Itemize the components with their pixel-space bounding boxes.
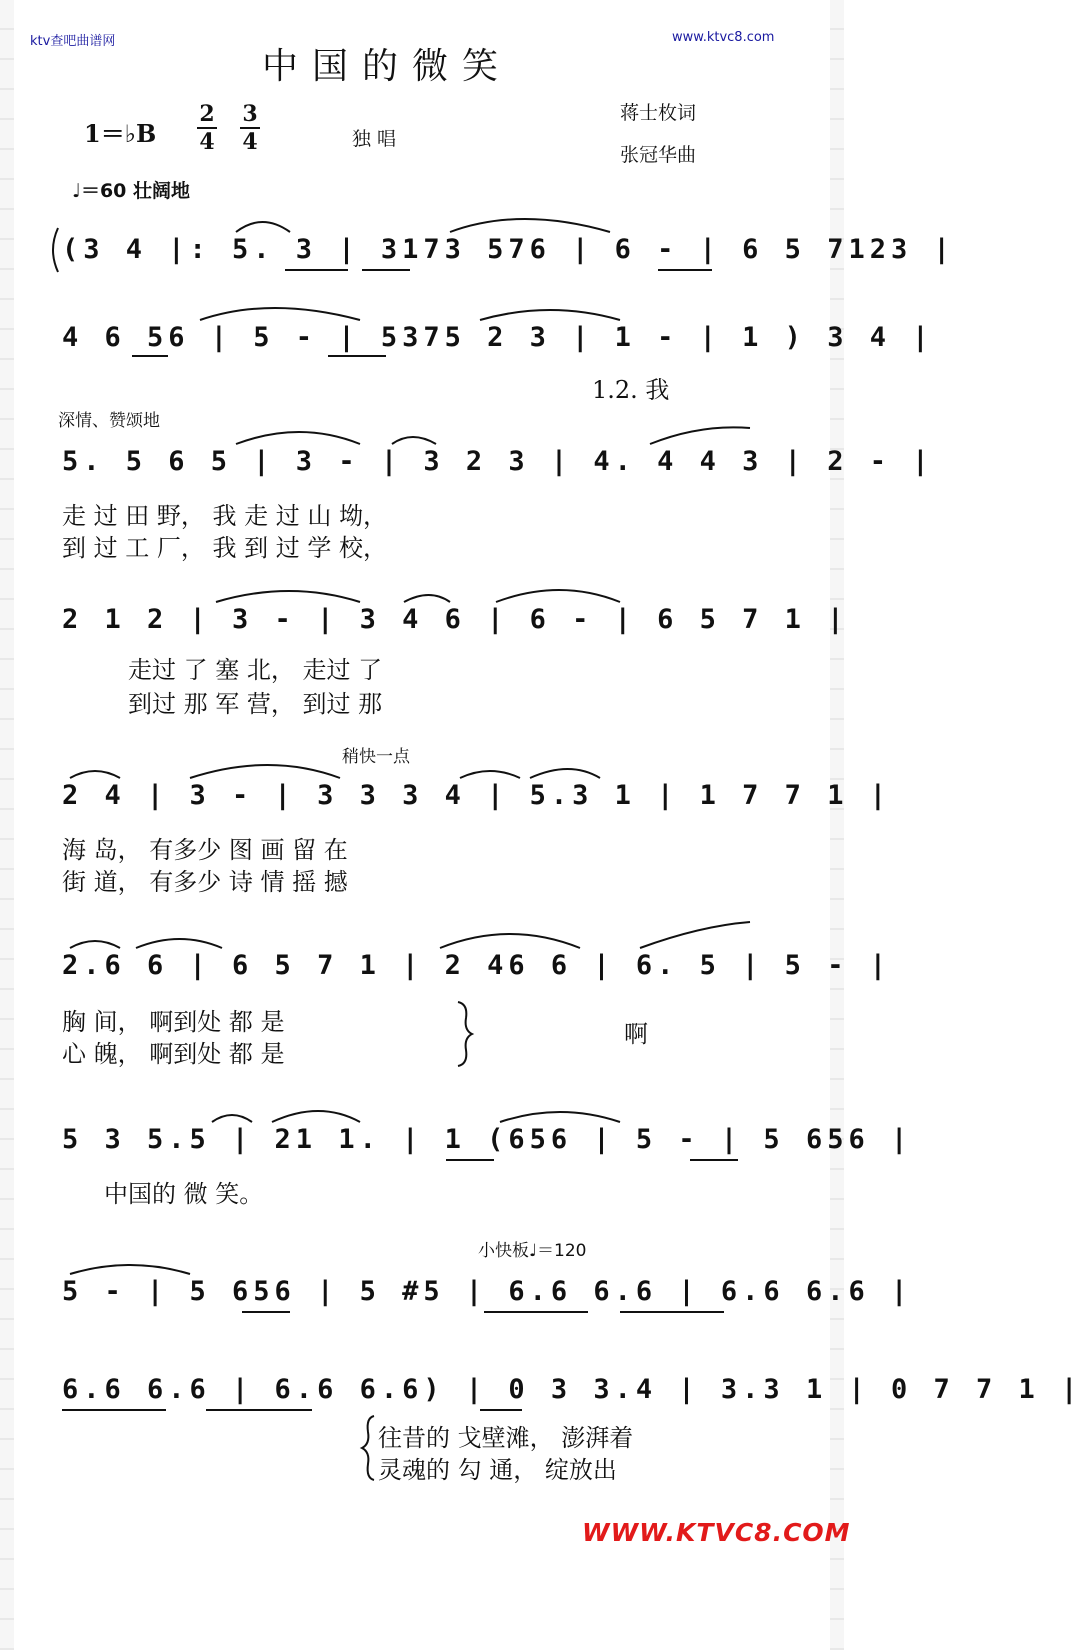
lyric-row-3-verse-1: 走 过 田 野， 我 走 过 山 坳， <box>62 502 388 530</box>
lyric-row-6-verse-1: 胸 间， 啊到处 都 是 <box>62 1008 285 1036</box>
lyric-row-4-verse-2: 到过 那 军 营， 到过 那 <box>128 690 383 718</box>
slur <box>216 591 360 602</box>
slur <box>190 765 340 778</box>
site-logo[interactable]: WWW.KTVC8.COM <box>582 1518 851 1547</box>
notation-row-9: 6.6 6.6 | 6.6 6.6) | 0 3 3.4 | 3.3 1 | 0 7 7 1 | <box>62 1374 1082 1405</box>
performance-type: 独 唱 <box>352 128 397 150</box>
slur <box>136 939 222 948</box>
slur <box>70 1265 190 1274</box>
slur <box>70 941 120 948</box>
slur <box>212 1115 252 1122</box>
notation-row-1: (3 4 |: 5. 3 | 3173 576 | 6 - | 6 5 7123 | <box>62 234 955 265</box>
lyricist-credit: 蒋士枚词 <box>620 102 697 124</box>
notation-row-5: 2 4 | 3 - | 3 3 3 4 | 5.3 1 | 1 7 7 1 | <box>62 780 891 811</box>
slur <box>236 222 290 232</box>
slur <box>640 922 750 948</box>
slur <box>392 437 436 444</box>
notation-row-2: 4 6 56 | 5 - | 5375 2 3 | 1 - | 1 ) 3 4 | <box>62 322 934 353</box>
slur <box>70 771 120 778</box>
notation-row-7: 5 3 5.5 | 21 1. | 1 (656 | 5 - | 5 656 | <box>62 1124 913 1155</box>
tempo-change-marking: 稍快一点 <box>342 747 410 767</box>
expression-marking: 深情、赞颂地 <box>58 411 160 431</box>
lyric-row-7: 中国的 微 笑。 <box>104 1180 264 1208</box>
site-url-right[interactable]: www.ktvc8.com <box>672 30 775 45</box>
lyric-row-4-verse-1: 走过 了 塞 北， 走过 了 <box>128 656 383 684</box>
lyric-row-9-verse-1: 往昔的 戈壁滩， 澎湃着 <box>378 1424 634 1452</box>
slur <box>496 590 620 602</box>
composer-credit: 张冠华曲 <box>620 144 697 166</box>
slur <box>272 1111 360 1122</box>
slur <box>236 432 360 444</box>
lyric-row-9-verse-2: 灵魂的 勾 通， 绽放出 <box>378 1456 617 1484</box>
slur <box>450 219 610 232</box>
notation-row-8: 5 - | 5 656 | 5 #5 | 6.6 6.6 | 6.6 6.6 | <box>62 1276 913 1307</box>
lyric-pickup: 1.2. 我 <box>592 376 670 404</box>
verse-brace <box>362 1416 374 1480</box>
opening-paren <box>53 228 58 272</box>
key-signature: 1＝♭B <box>84 119 157 148</box>
song-title: 中国的微笑 <box>262 46 513 87</box>
notation-row-3: 5. 5 6 5 | 3 - | 3 2 3 | 4. 4 4 3 | 2 - | <box>62 446 934 477</box>
tempo-marking: ♩＝60 壮阔地 <box>72 180 191 202</box>
lyric-row-6-verse-2: 心 魄， 啊到处 都 是 <box>62 1040 285 1068</box>
time-signature-2-4: 2 4 <box>197 103 217 153</box>
slur <box>500 1112 620 1122</box>
notation-row-6: 2.6 6 | 6 5 7 1 | 2 46 6 | 6. 5 | 5 - | <box>62 950 891 981</box>
tempo-allegretto-marking: 小快板♩＝120 <box>478 1241 587 1261</box>
slur <box>530 769 600 778</box>
slur <box>480 310 620 320</box>
slur <box>440 934 580 948</box>
slur <box>460 771 520 778</box>
site-name-left[interactable]: ktv查吧曲谱网 <box>30 34 116 49</box>
lyric-row-5-verse-2: 街 道， 有多少 诗 情 摇 撼 <box>62 868 348 896</box>
lyric-row-3-verse-2: 到 过 工 厂， 我 到 过 学 校， <box>62 534 388 562</box>
slur <box>200 308 360 320</box>
lyric-row-5-verse-1: 海 岛， 有多少 图 画 留 在 <box>62 836 348 864</box>
verse-brace <box>458 1002 472 1066</box>
lyric-row-6-aside: 啊 <box>624 1020 648 1048</box>
slur <box>650 427 750 444</box>
slur <box>404 595 450 602</box>
notation-row-4: 2 1 2 | 3 - | 3 4 6 | 6 - | 6 5 7 1 | <box>62 604 849 635</box>
time-signature-3-4: 3 4 <box>240 103 260 153</box>
